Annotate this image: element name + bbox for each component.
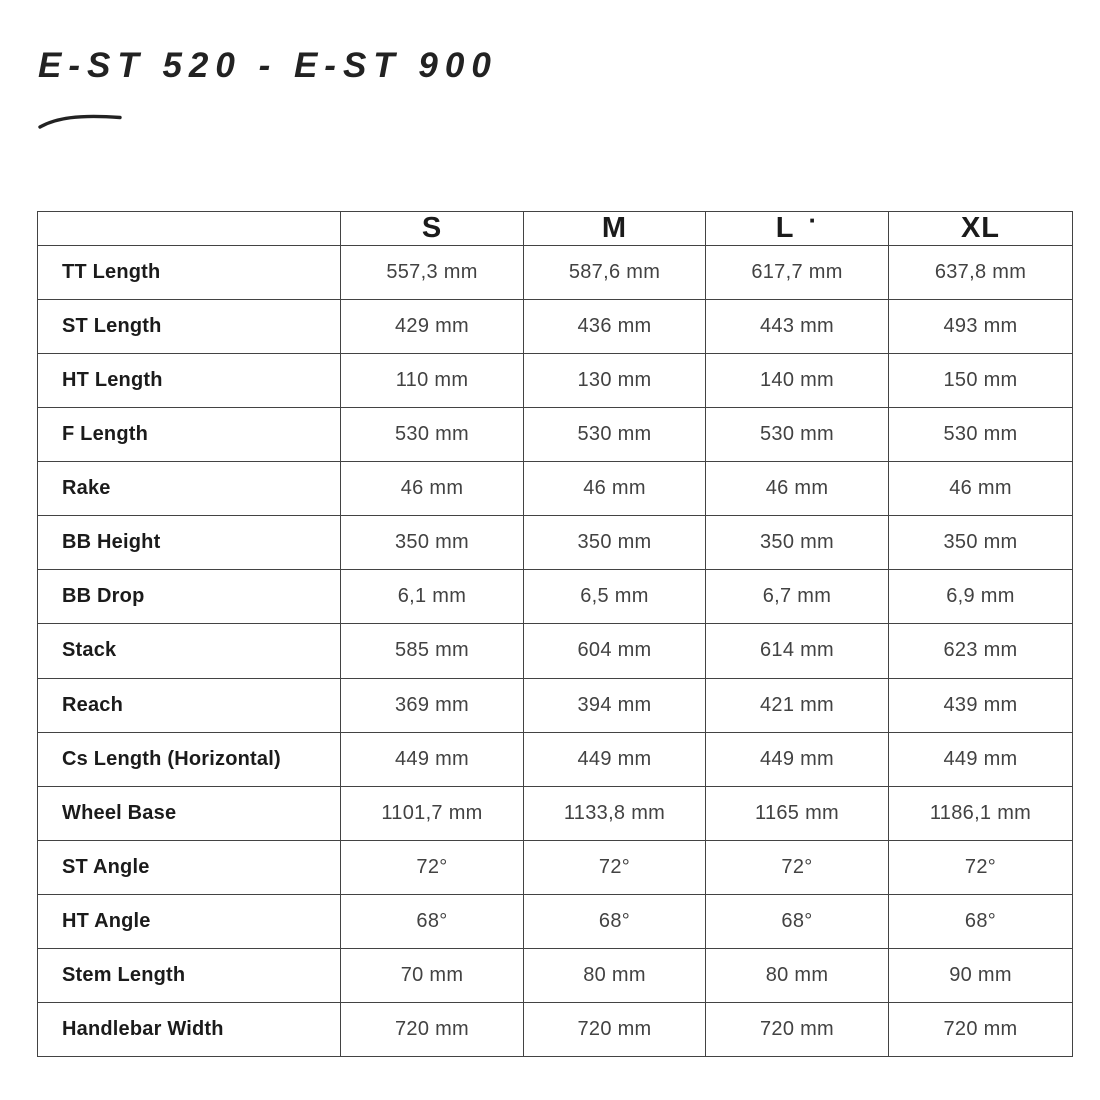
value-cell: 720 mm [889,1002,1073,1056]
value-cell: 46 mm [341,462,524,516]
value-cell: 6,5 mm [524,570,706,624]
value-cell: 350 mm [341,516,524,570]
row-label: Stack [38,624,341,678]
value-cell: 68° [889,894,1073,948]
value-cell: 449 mm [524,732,706,786]
row-label: ST Length [38,300,341,354]
row-label: HT Angle [38,894,341,948]
value-cell: 150 mm [889,354,1073,408]
value-cell: 72° [341,840,524,894]
size-header-label: S [421,212,443,244]
size-header-xl [889,212,1073,246]
row-label: Handlebar Width [38,1002,341,1056]
value-cell: 90 mm [889,948,1073,1002]
value-cell: 530 mm [706,408,889,462]
table-row [38,786,1073,840]
value-cell: 6,7 mm [706,570,889,624]
value-cell: 6,9 mm [889,570,1073,624]
value-cell: 68° [341,894,524,948]
size-header-label: L [775,212,795,244]
value-cell: 110 mm [341,354,524,408]
row-label: HT Length [38,354,341,408]
value-cell: 720 mm [341,1002,524,1056]
value-cell: 530 mm [889,408,1073,462]
value-cell: 350 mm [524,516,706,570]
value-cell: 130 mm [524,354,706,408]
row-label: ST Angle [38,840,341,894]
value-cell: 1133,8 mm [524,786,706,840]
row-label: BB Height [38,516,341,570]
value-cell: 449 mm [341,732,524,786]
table-row [38,570,1073,624]
row-label: BB Drop [38,570,341,624]
table-row [38,840,1073,894]
value-cell: 46 mm [889,462,1073,516]
value-cell: 436 mm [524,300,706,354]
table-row [38,624,1073,678]
row-label: TT Length [38,246,341,300]
value-cell: 369 mm [341,678,524,732]
value-cell: 493 mm [889,300,1073,354]
value-cell: 720 mm [524,1002,706,1056]
value-cell: 72° [706,840,889,894]
table-row [38,894,1073,948]
value-cell: 6,1 mm [341,570,524,624]
row-label: Cs Length (Horizontal) [38,732,341,786]
value-cell: 1186,1 mm [889,786,1073,840]
table-row [38,408,1073,462]
table-row [38,1002,1073,1056]
value-cell: 443 mm [706,300,889,354]
value-cell: 46 mm [524,462,706,516]
value-cell: 72° [524,840,706,894]
value-cell: 587,6 mm [524,246,706,300]
value-cell: 604 mm [524,624,706,678]
table-row [38,732,1073,786]
table-row [38,462,1073,516]
value-cell: 585 mm [341,624,524,678]
table-row [38,678,1073,732]
value-cell: 350 mm [889,516,1073,570]
value-cell: 429 mm [341,300,524,354]
value-cell: 439 mm [889,678,1073,732]
value-cell: 1101,7 mm [341,786,524,840]
value-cell: 72° [889,840,1073,894]
value-cell: 80 mm [524,948,706,1002]
size-header-m [524,212,706,246]
title-underline-swoosh [36,107,124,133]
table-row [38,948,1073,1002]
value-cell: 46 mm [706,462,889,516]
value-cell: 421 mm [706,678,889,732]
value-cell: 637,8 mm [889,246,1073,300]
value-cell: 394 mm [524,678,706,732]
value-cell: 449 mm [889,732,1073,786]
page-title: E-ST 520 - E-ST 900 [38,46,498,85]
value-cell: 68° [524,894,706,948]
table-row [38,246,1073,300]
row-label: Stem Length [38,948,341,1002]
table-row [38,516,1073,570]
value-cell: 617,7 mm [706,246,889,300]
header-dot: · [808,205,819,235]
value-cell: 68° [706,894,889,948]
value-cell: 623 mm [889,624,1073,678]
size-header-label: M [601,212,628,244]
row-label: Reach [38,678,341,732]
value-cell: 70 mm [341,948,524,1002]
table-row [38,300,1073,354]
row-label: F Length [38,408,341,462]
value-cell: 720 mm [706,1002,889,1056]
size-header-s [341,212,524,246]
geometry-table [37,205,1073,1057]
value-cell: 140 mm [706,354,889,408]
size-header-l [706,205,889,246]
header-row [38,212,1073,246]
value-cell: 614 mm [706,624,889,678]
row-label: Wheel Base [38,786,341,840]
value-cell: 350 mm [706,516,889,570]
table-body [38,246,1073,1057]
table-row [38,354,1073,408]
value-cell: 1165 mm [706,786,889,840]
corner-cell [38,212,341,246]
value-cell: 449 mm [706,732,889,786]
value-cell: 80 mm [706,948,889,1002]
value-cell: 557,3 mm [341,246,524,300]
size-header-label: XL [960,212,1001,244]
value-cell: 530 mm [341,408,524,462]
row-label: Rake [38,462,341,516]
value-cell: 530 mm [524,408,706,462]
